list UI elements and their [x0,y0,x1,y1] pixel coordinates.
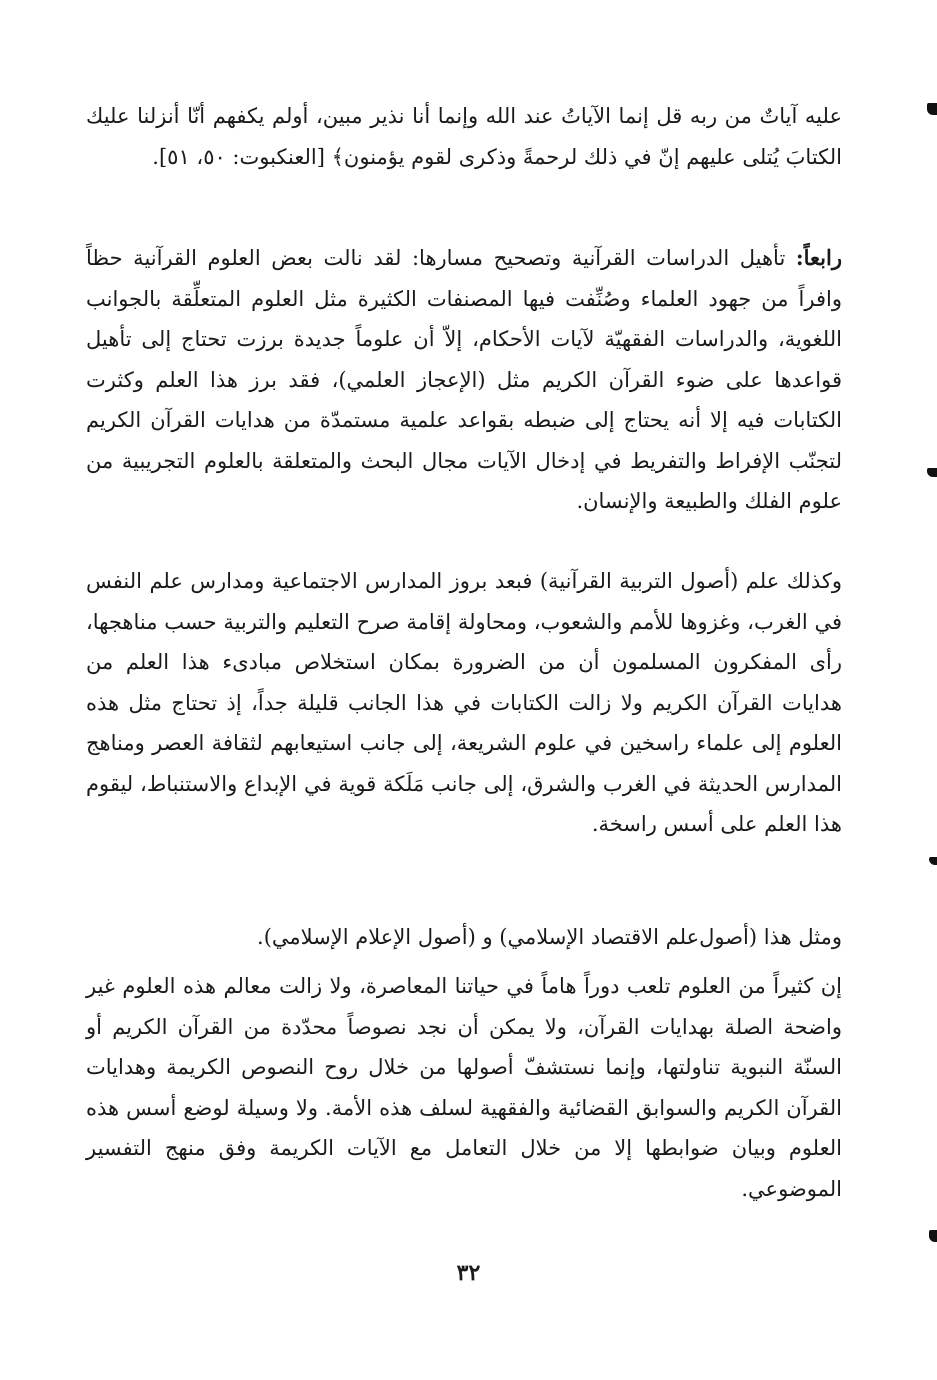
economics-paragraph [86,917,842,958]
education-paragraph [86,561,842,845]
page-edge-mark [927,468,937,477]
page-edge-mark [927,103,937,115]
sciences-paragraph [86,966,842,1209]
paragraph-text: وكذلك علم (أصول التربية القرآنية) فبعد بروز المدارس الاجتماعية ومدارس علم النفس في الغرب، وغزوها للأمم والشعوب، ومحاولة إقامة صرح التعليم والتربية حسب مناهجها، رأى المفكرون المسلمون أن من الضرورة بمكان استخلاص مبادىء هذا العلم من هدايات القرآن الكريم ولا زالت الكتابات في هذا الجانب قليلة جداً، إذ تحتاج مثل هذه العلوم إلى علماء راسخين في علوم الشريعة، إلى جانب استيعابهم لثقافة العصر ومناهج المدارس الحديثة في الغرب والشرق، إلى جانب مَلَكة قوية في الإبداع والاستنباط، ليقوم هذا العلم على أسس راسخة. [86,569,842,836]
paragraph-text: إن كثيراً من العلوم تلعب دوراً هاماً في حياتنا المعاصرة، ولا زالت معالم هذه العلوم غير واضحة الصلة بهدايات القرآن، ولا يمكن أن نجد نصوصاً محدّدة من القرآن الكريم أو السنّة النبوية تناولتها، وإنما نستشفّ أصولها من خلال روح النصوص الكريمة وهدايات القرآن الكريم والسوابق القضائية والفقهية لسلف هذه الأمة. ولا وسيلة لوضع أسس هذه العلوم وبيان ضوابطها إلا من خلال التعامل مع الآيات الكريمة وفق منهج التفسير الموضوعي. [86,974,842,1201]
page-number: ٣٢ [456,1260,481,1286]
paragraph-text: عليه آياتٌ من ربه قل إنما الآياتُ عند الله وإنما أنا نذير مبين، أولم يكفهم أنّا أنزلنا عليك الكتابَ يُتلى عليهم إنّ في ذلك لرحمةً وذكرى لقوم يؤمنون﴾ [العنكبوت: ٥٠، ٥١]. [86,104,842,169]
paragraph-text: تأهيل الدراسات القرآنية وتصحيح مسارها: لقد نالت بعض العلوم القرآنية حظاً وافراً من جهود العلماء وصُنِّفت فيها المصنفات الكثيرة مثل العلوم المتعلِّقة بالجوانب اللغوية، والدراسات الفقهيّة لآيات الأحكام، إلاّ أن علوماً جديدة برزت تحتاج إلى تأهيل قواعدها على ضوء القرآن الكريم مثل (الإعجاز العلمي)، فقد برز هذا العلم وكثرت الكتابات فيه إلا أنه يحتاج إلى ضبطه بقواعد علمية مستمدّة من هدايات القرآن الكريم لتجنّب الإفراط والتفريط في إدخال الآيات مجال البحث والمتعلقة بالعلوم التجريبية من علوم الفلك والطبيعة والإنسان. [86,246,842,513]
paragraph-text: ومثل هذا (أصول‌علم الاقتصاد الإسلامي) و (أصول الإعلام الإسلامي). [257,925,842,949]
fourth-point-paragraph [86,238,842,522]
quran-quote-paragraph [86,96,842,177]
section-heading: رابعاً: [795,245,842,270]
page-edge-mark [929,857,937,865]
page-edge-mark [929,1230,937,1242]
